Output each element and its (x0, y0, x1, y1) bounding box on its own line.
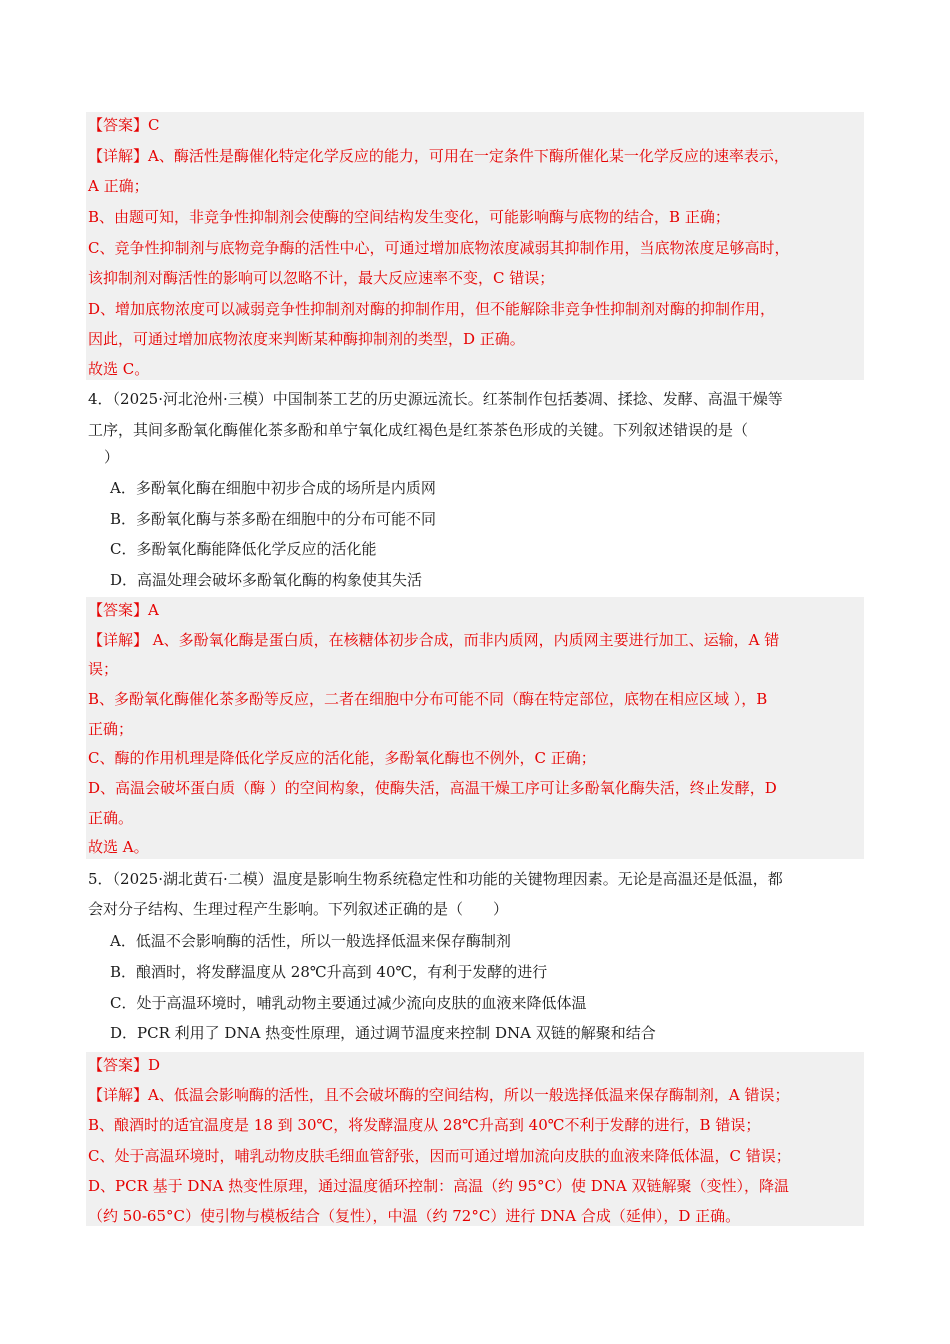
explanation-line: D、增加底物浓度可以减弱竞争性抑制剂对酶的抑制作用，但不能解除非竞争性抑制剂对酶的抑制作用， (88, 300, 776, 318)
question-stem: 5．（2025·湖北黄石·二模）温度是影响生物系统稳定性和功能的关键物理因素。无论是高温还是低温，都 (88, 870, 783, 888)
explanation-line: 【详解】A、低温会影响酶的活性，且不会破坏酶的空间结构，所以一般选择低温来保存酶制剂，A 错误； (88, 1086, 790, 1104)
answer-block-q5 (86, 1052, 864, 1226)
question-stem: ） (104, 448, 120, 466)
question-stem: 会对分子结构、生理过程产生影响。下列叙述正确的是（ ） (88, 900, 509, 918)
option-a: A．多酚氧化酶在细胞中初步合成的场所是内质网 (110, 479, 436, 497)
explanation-line: D、PCR 基于 DNA 热变性原理，通过温度循环控制：高温（约 95°C）使 DNA 双链解聚（变性），降温 (88, 1177, 790, 1195)
conclusion-line: 故选 C。 (88, 360, 150, 378)
explanation-line: 误； (88, 660, 119, 678)
explanation-line: 因此，可通过增加底物浓度来判断某种酶抑制剂的类型，D 正确。 (88, 330, 525, 348)
option-d: D．PCR 利用了 DNA 热变性原理，通过调节温度来控制 DNA 双链的解聚和结合 (110, 1024, 656, 1042)
option-d: D．高温处理会破坏多酚氧化酶的构象使其失活 (110, 571, 423, 589)
answer-label: 【答案】A (88, 601, 159, 619)
explanation-line: D、高温会破坏蛋白质（酶 ）的空间构象，使酶失活，高温干燥工序可让多酚氧化酶失活，终止发酵，D (88, 779, 777, 797)
option-b: B．酿酒时，将发酵温度从 28℃升高到 40℃，有利于发酵的进行 (110, 963, 548, 981)
explanation-line: 该抑制剂对酶活性的影响可以忽略不计，最大反应速率不变，C 错误； (88, 269, 555, 287)
answer-block-q3 (86, 112, 864, 380)
explanation-line: C、处于高温环境时，哺乳动物皮肤毛细血管舒张，因而可通过增加流向皮肤的血液来降低体温，C 错误； (88, 1147, 791, 1165)
explanation-line: A 正确； (88, 177, 149, 195)
explanation-line: 【详解】 A、多酚氧化酶是蛋白质，在核糖体初步合成，而非内质网，内质网主要进行加工、运输，A 错 (88, 631, 780, 649)
explanation-line: 【详解】A、酶活性是酶催化特定化学反应的能力，可用在一定条件下酶所催化某一化学反应的速率表示， (88, 147, 789, 165)
explanation-line: B、由题可知，非竞争性抑制剂会使酶的空间结构发生变化，可能影响酶与底物的结合，B 正确； (88, 208, 730, 226)
answer-label: 【答案】C (88, 116, 160, 134)
explanation-line: C、竞争性抑制剂与底物竞争酶的活性中心，可通过增加底物浓度减弱其抑制作用，当底物浓度足够高时， (88, 239, 790, 257)
answer-label: 【答案】D (88, 1056, 161, 1074)
option-b: B．多酚氧化酶与茶多酚在细胞中的分布可能不同 (110, 510, 437, 528)
explanation-line: 正确。 (88, 809, 134, 827)
explanation-line: （约 50-65°C）使引物与模板结合（复性），中温（约 72°C）进行 DNA 合成（延伸），D 正确。 (88, 1207, 741, 1225)
explanation-line: B、酿酒时的适宜温度是 18 到 30℃，将发酵温度从 28℃升高到 40℃不利于发酵的进行，B 错误； (88, 1116, 761, 1134)
option-a: A．低温不会影响酶的活性，所以一般选择低温来保存酶制剂 (110, 932, 511, 950)
option-c: C．处于高温环境时，哺乳动物主要通过减少流向皮肤的血液来降低体温 (110, 994, 587, 1012)
explanation-line: 正确； (88, 720, 134, 738)
explanation-line: B、多酚氧化酶催化茶多酚等反应，二者在细胞中分布可能不同（酶在特定部位，底物在相应区域 ），B (88, 690, 768, 708)
answer-block-q4 (86, 597, 864, 859)
question-stem: 4．（2025·河北沧州·三模）中国制茶工艺的历史源远流长。红茶制作包括萎凋、揉捻、发酵、高温干燥等 (88, 390, 783, 408)
question-stem: 工序，其间多酚氧化酶催化茶多酚和单宁氧化成红褐色是红茶茶色形成的关键。下列叙述错误的是（ (88, 421, 749, 439)
explanation-line: C、酶的作用机理是降低化学反应的活化能，多酚氧化酶也不例外，C 正确； (88, 749, 596, 767)
conclusion-line: 故选 A。 (88, 838, 149, 856)
option-c: C．多酚氧化酶能降低化学反应的活化能 (110, 540, 377, 558)
